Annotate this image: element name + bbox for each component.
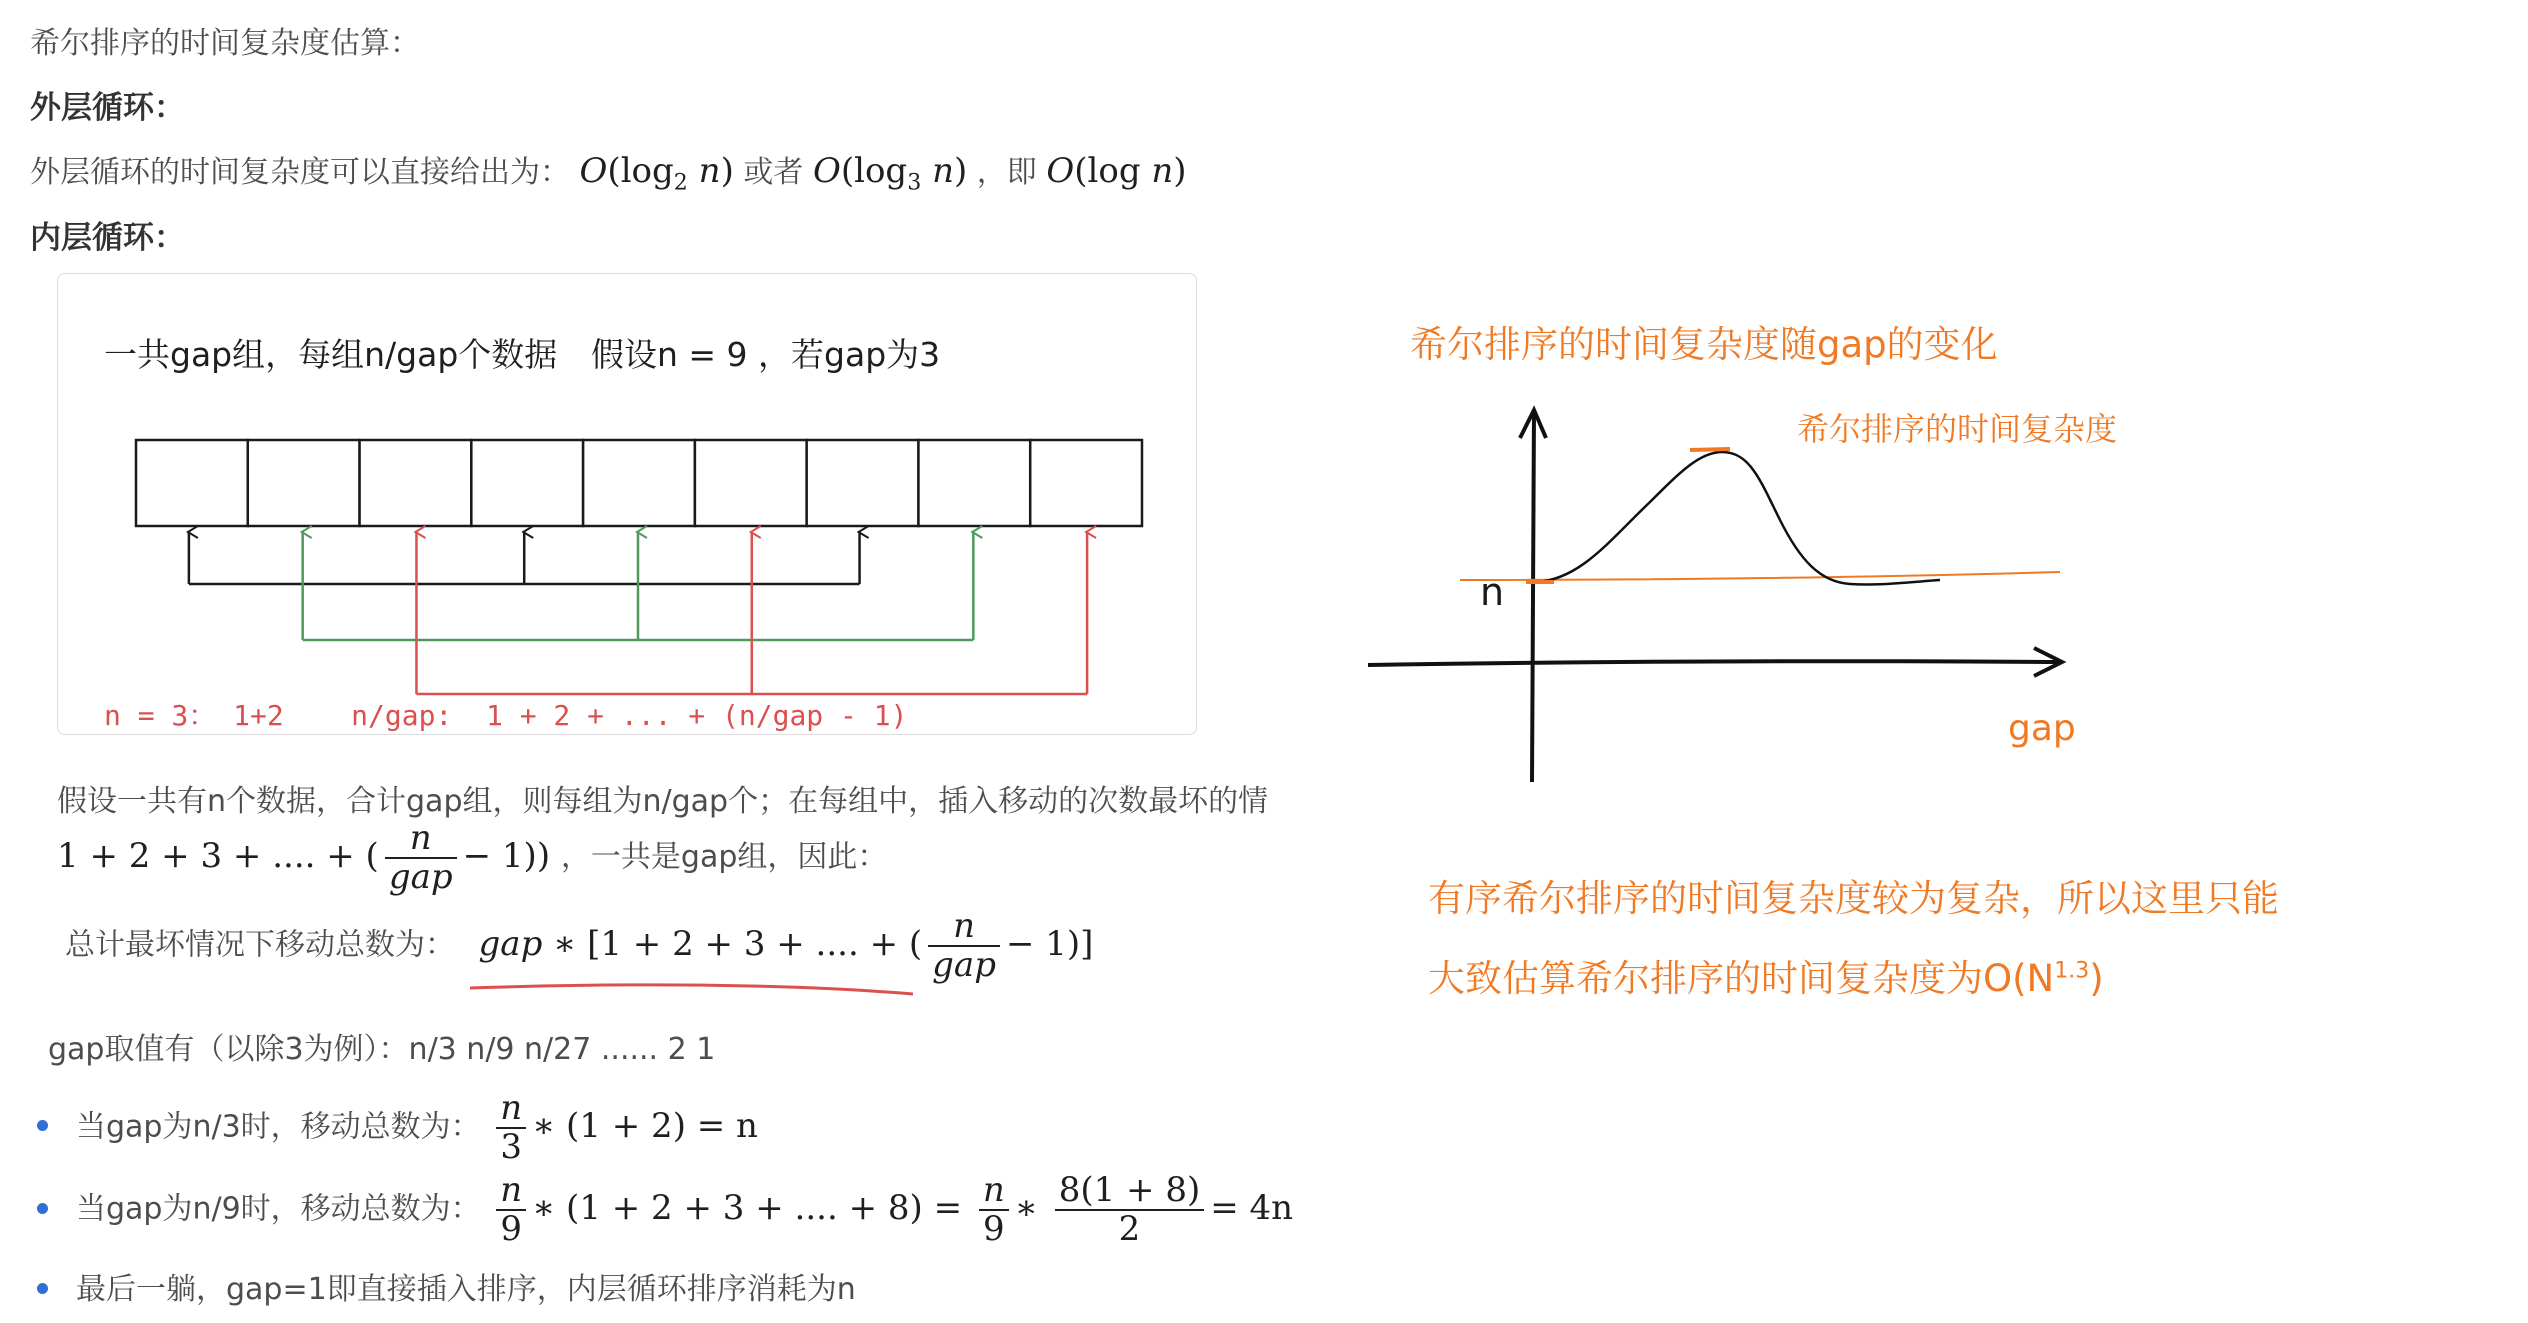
array-cell	[248, 440, 360, 526]
outer-complexity-log2: $O(\log_2$ n)	[579, 151, 734, 196]
outer-complexity-logn: O(log n)	[1046, 151, 1187, 191]
array-cell	[136, 440, 248, 526]
sketch-peak-mark	[1690, 449, 1730, 450]
bullet1-formula: $\frac{n}{3}$ ∗ (1 + 2) = n	[490, 1106, 758, 1146]
outer-complexity-log3: $O(\log_3$ n)	[812, 151, 968, 196]
array-cell	[918, 440, 1030, 526]
sketch-x-label: gap	[2008, 708, 2076, 749]
sketch-x-axis	[1368, 661, 2060, 665]
diagram-bottom-note: n = 3： 1+2 n/gap: 1 + 2 + ... + (n/gap - 1)	[104, 699, 908, 732]
array-cell	[360, 440, 472, 526]
array-cell	[807, 440, 919, 526]
outer-comma-word: ，即	[976, 155, 1037, 190]
bullet1-label: 当gap为n/3时，移动总数为：	[76, 1109, 481, 1145]
total-underline	[468, 980, 918, 1000]
conclusion-line1: 有序希尔排序的时间复杂度较为复杂，所以这里只能	[1428, 877, 2279, 920]
sum-formula: 1 + 2 + 3 + .... + ( $\frac{n}{\text{gap}}$ − 1))	[57, 818, 551, 897]
total-moves-line	[65, 908, 1093, 983]
sketch-y-mark: n	[1480, 570, 1505, 614]
conclusion-line2: 大致估算希尔排序的时间复杂度为$O(N^{1.3})$	[1428, 957, 2104, 1000]
gap-values-line: gap取值有（以除3为例）：n/3 n/9 n/27 ...... 2 1	[48, 1032, 716, 1067]
diagram-caption: 一共gap组，每组n/gap个数据	[104, 335, 558, 374]
outer-or-word: 或者	[743, 155, 804, 190]
diagram-assumption: 假设n = 9 ，若gap为3	[591, 335, 941, 374]
array-cell	[1030, 440, 1142, 526]
sketch-curve-label: 希尔排序的时间复杂度	[1797, 410, 2118, 448]
bullet2-label: 当gap为n/9时，移动总数为：	[76, 1191, 481, 1227]
array-cell	[583, 440, 695, 526]
paragraph-line2-tail: ，一共是gap组，因此：	[560, 839, 888, 875]
outer-loop-heading: 外层循环：	[30, 90, 185, 126]
bullet-dot	[37, 1203, 48, 1214]
sketch-y-axis	[1532, 410, 1534, 782]
bullet-gap-n9	[76, 1172, 1293, 1247]
inner-loop-heading: 内层循环：	[30, 220, 185, 256]
paragraph-line2	[57, 820, 887, 895]
array-cell	[471, 440, 583, 526]
gap-groups-diagram	[57, 273, 1197, 735]
bullet2-formula: $\frac{n}{9}$ ∗ (1 + 2 + 3 + .... + 8) = $\frac{n}{9}$ ∗ $\frac{8(1 + 8)}{2}$ = 4n	[490, 1188, 1293, 1228]
section-title: 希尔排序的时间复杂度估算：	[30, 26, 420, 61]
outer-loop-text	[30, 147, 1187, 196]
outer-loop-prefix: 外层循环的时间复杂度可以直接给出为：	[30, 155, 570, 190]
sketch-title: 希尔排序的时间复杂度随gap的变化	[1410, 323, 1998, 366]
total-formula: gap ∗ [1 + 2 + 3 + .... + ( $\frac{n}{\text{gap}}$ − 1)]	[478, 906, 1094, 985]
paragraph-line1: 假设一共有n个数据，合计gap组，则每组为n/gap个；在每组中，插入移动的次数最坏的情	[57, 784, 1269, 819]
sketch-svg	[1350, 390, 2110, 810]
bullet-gap-n3	[76, 1090, 758, 1165]
group-links	[189, 532, 1087, 694]
bullet-last-pass: 最后一躺，gap=1即直接插入排序，内层循环排序消耗为n	[76, 1272, 856, 1307]
total-label: 总计最坏情况下移动总数为：	[65, 927, 455, 963]
array-cell	[695, 440, 807, 526]
bullet-dot	[37, 1283, 48, 1294]
sketch-curve	[1536, 452, 1940, 585]
diagram-svg	[58, 274, 1196, 734]
array-cells	[136, 440, 1142, 526]
bullet-dot	[37, 1120, 48, 1131]
